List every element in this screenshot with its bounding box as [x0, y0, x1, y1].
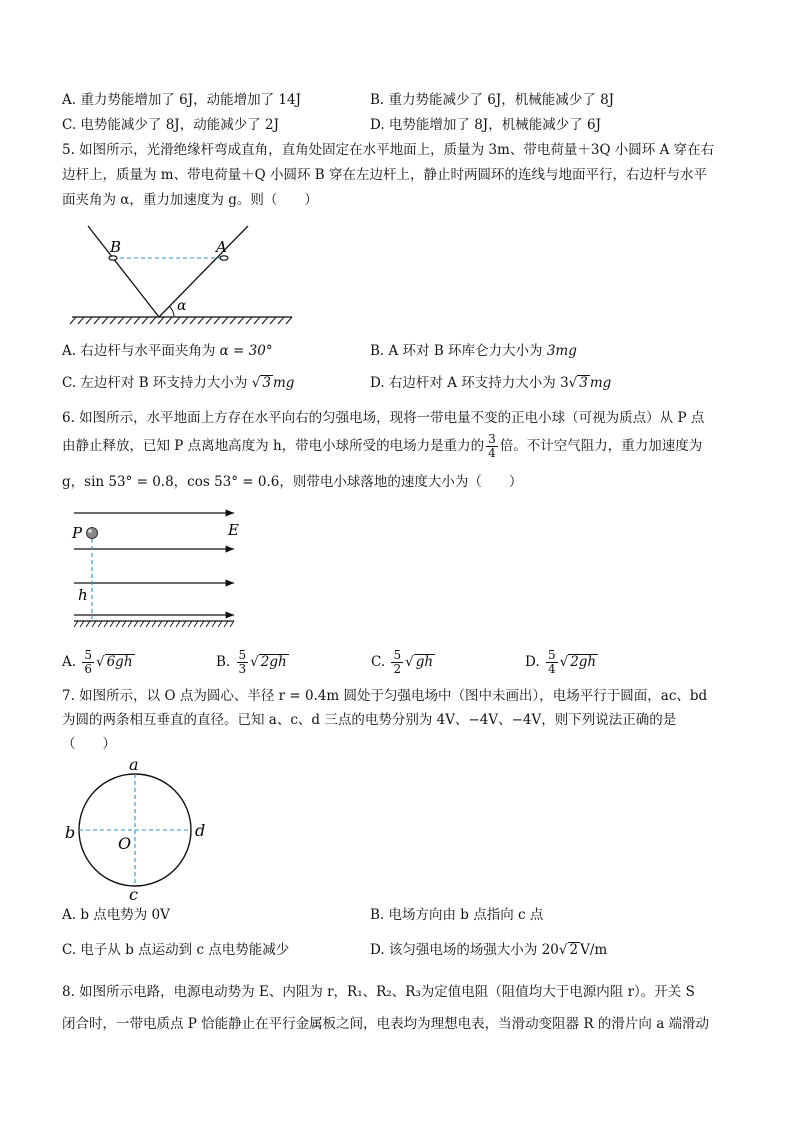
label-e: E	[228, 521, 239, 539]
q6-option-c: C. $\frac{5}{2}$ √ gh	[371, 648, 434, 676]
q4-option-a: A. 重力势能增加了 6J，动能增加了 14J	[62, 92, 302, 108]
q6-option-d: D. $\frac{5}{4}$ √ 2gh	[525, 648, 597, 676]
q7-option-c: C. 电子从 b 点运动到 c 点电势能减少	[62, 942, 290, 958]
q5-option-a: A. 右边杆与水平面夹角为 α = 30°	[62, 343, 273, 359]
label-b: B	[110, 238, 122, 256]
q8-stem-line-1: 8. 如图所示电路，电源电动势为 E、内阻为 r，R₁、R₂、R₃为定值电阻（阻值均大于电源内阻 r）。开关 S	[62, 984, 695, 1000]
q7-stem-line-3: （ ）	[62, 736, 116, 752]
q6-stem-line-3: g，sin 53° = 0.8，cos 53° = 0.6，则带电小球落地的速度大小为（ ）	[62, 474, 523, 490]
label-b: b	[65, 823, 76, 842]
label-a: a	[129, 755, 139, 774]
charged-ball	[87, 528, 98, 539]
q5-option-d: D. 右边杆对 A 环支持力大小为 3√ 3 mg	[370, 375, 612, 391]
ring-b	[109, 256, 117, 260]
label-alpha: α	[177, 298, 187, 314]
label-h: h	[78, 586, 88, 604]
q6-figure-electric-field	[70, 505, 250, 635]
label-a: A	[216, 238, 227, 256]
label-o: O	[118, 834, 132, 853]
q6-option-b: B. $\frac{5}{3}$ √ 2gh	[216, 648, 287, 676]
label-p: P	[72, 524, 83, 542]
label-d: d	[195, 821, 206, 840]
label-c: c	[129, 885, 138, 904]
q5-stem-line-1: 5. 如图所示，光滑绝缘杆弯成直角，直角处固定在水平地面上，质量为 3m、带电荷量＋3Q 小圆环 A 穿在右	[62, 142, 715, 158]
q6-stem-line-1: 6. 如图所示，水平地面上方存在水平向右的匀强电场，现将一带电量不变的正电小球（可视为质点）从 P 点	[62, 410, 705, 426]
q7-option-b: B. 电场方向由 b 点指向 c 点	[370, 907, 544, 923]
q7-option-a: A. b 点电势为 0V	[62, 907, 170, 923]
q8-stem-line-2: 闭合时，一带电质点 P 恰能静止在平行金属板之间，电表均为理想电表，当滑动变阻器 R 的滑片向 a 端滑动	[62, 1016, 710, 1032]
right-rod	[159, 226, 248, 317]
angle-arc	[169, 306, 174, 317]
ring-a	[220, 256, 228, 260]
q4-option-c: C. 电势能减少了 8J，动能减少了 2J	[62, 117, 280, 133]
q5-option-c: C. 左边杆对 B 环支持力大小为 √ 3 mg	[62, 375, 295, 391]
q5-figure-v-rod	[66, 220, 306, 330]
q5-stem-line-3: 面夹角为 α，重力加速度为 g。则（ ）	[62, 192, 318, 208]
left-rod	[88, 226, 159, 317]
q7-stem-line-2: 为圆的两条相互垂直的直径。已知 a、c、d 三点的电势分别为 4V、−4V、−4V，则下列说法正确的是	[62, 712, 677, 728]
q7-stem-line-1: 7. 如图所示，以 O 点为圆心、半径 r = 0.4m 圆处于匀强电场中（图中未画出），电场平行于圆面，ac、bd	[62, 688, 708, 704]
q6-option-a: A. $\frac{5}{6}$ √ 6gh	[62, 648, 133, 676]
q5-option-b: B. A 环对 B 环库仑力大小为 3mg	[370, 343, 577, 359]
q7-figure-circle	[62, 755, 222, 904]
q7-option-d: D. 该匀强电场的场强大小为 20√ 2 V/m	[370, 942, 608, 958]
q4-option-b: B. 重力势能减少了 6J，机械能减少了 8J	[370, 92, 615, 108]
q6-stem-line-2: 由静止释放，已知 P 点离地高度为 h，带电小球所受的电场力是重力的 $\frac{3}{4}$ 倍。不计空气阻力，重力加速度为	[62, 432, 703, 460]
q5-stem-line-2: 边杆上，质量为 m、带电荷量＋Q 小圆环 B 穿在左边杆上，静止时两圆环的连线与地面平行，右边杆与水平	[62, 167, 707, 183]
q4-option-d: D. 电势能增加了 8J，机械能减少了 6J	[370, 117, 602, 133]
